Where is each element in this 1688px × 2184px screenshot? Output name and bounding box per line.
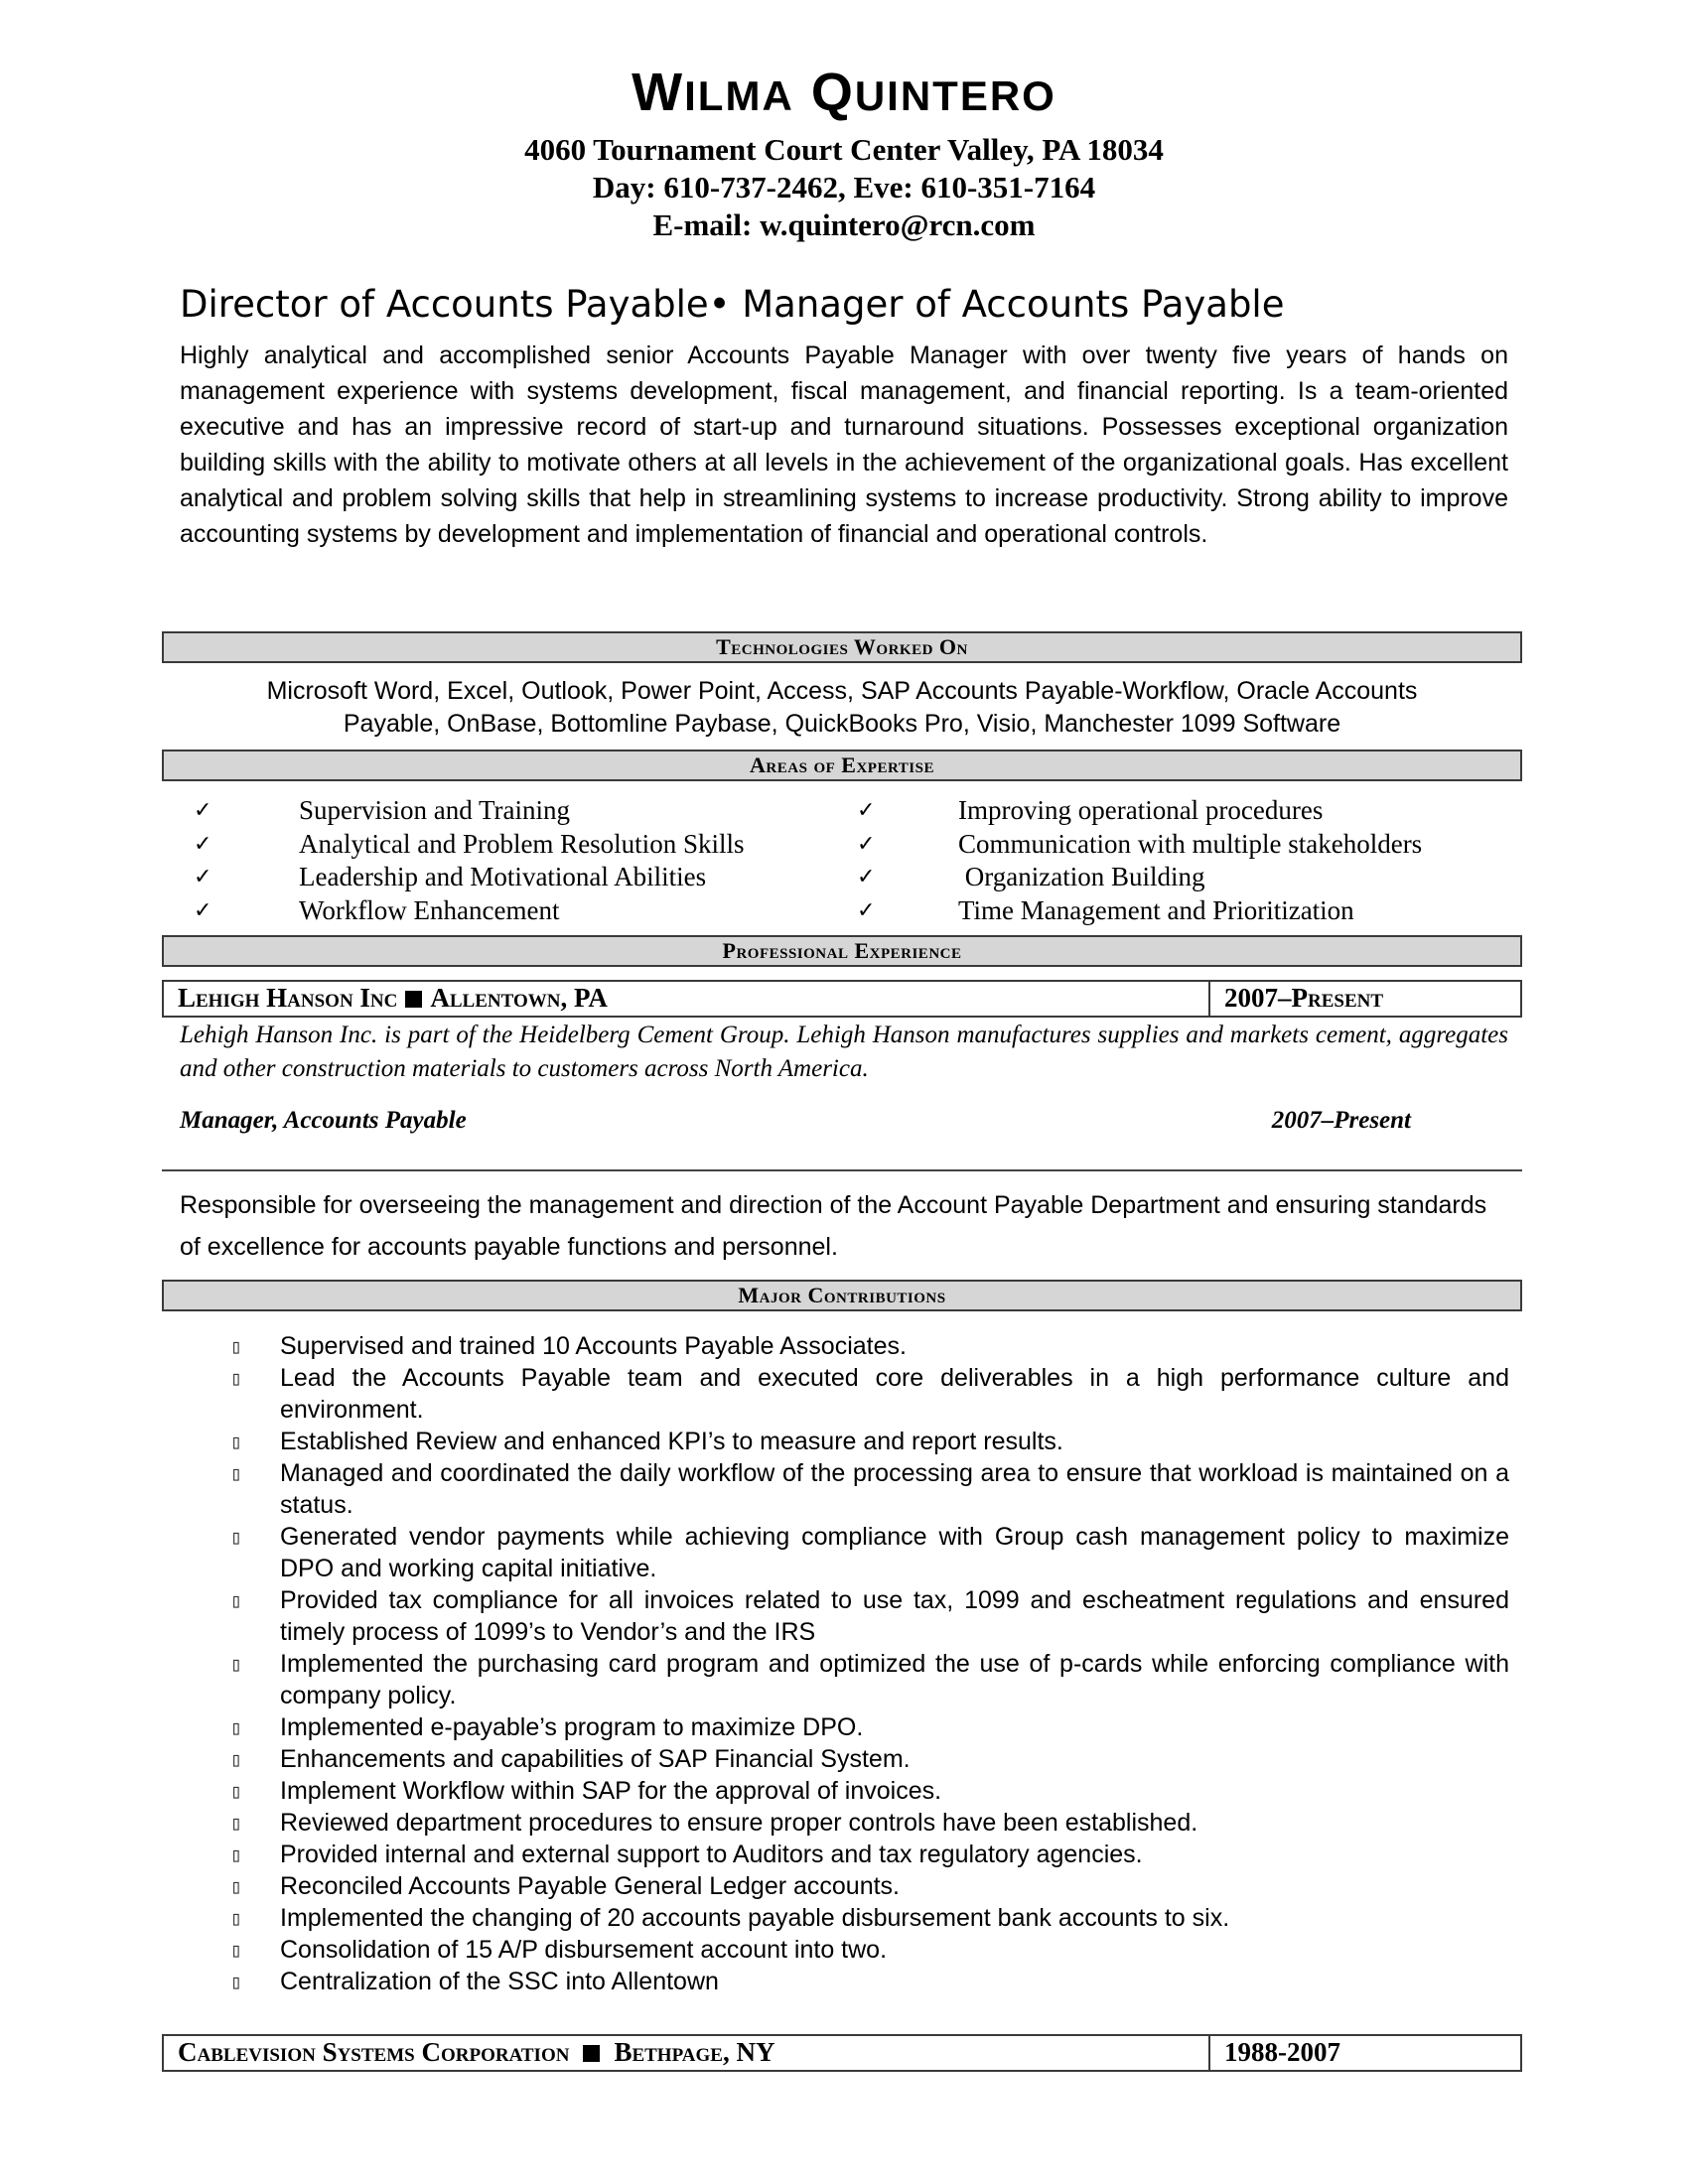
company-location: Bethpage, NY: [614, 2037, 775, 2067]
company-name-location: [178, 982, 608, 1015]
job-dates: 2007–Present: [1271, 1107, 1411, 1134]
technologies-line-1: Microsoft Word, Excel, Outlook, Power Point, Access, SAP Accounts Payable-Workflow, Oracle Accounts: [266, 677, 1418, 705]
bullet-icon: ▯: [230, 1779, 243, 1803]
job-responsibility: Responsible for overseeing the management and direction of the Account Payable Department and ensuring standards of excellence for accounts payable functions and personnel.: [180, 1191, 1487, 1261]
list-item: [218, 1648, 1509, 1711]
company-name-location: [178, 2036, 774, 2069]
checkmark-icon: ✓: [857, 865, 876, 889]
contribution-text: Implemented the purchasing card program and optimized the use of p-cards while enforcing compliance with company policy.: [280, 1650, 1509, 1709]
company-name: Lehigh Hanson Inc: [178, 983, 398, 1013]
expertise-item: Analytical and Problem Resolution Skills: [299, 828, 745, 859]
expertise-item: Time Management and Prioritization: [958, 894, 1354, 925]
list-item: [218, 1362, 1509, 1426]
section-header-expertise: [162, 750, 1522, 781]
list-item: [218, 1743, 1509, 1775]
contribution-text: Provided tax compliance for all invoices related to use tax, 1099 and escheatment regulations and ensured timely process of 1099’s to Vendor’s and the IRS: [280, 1586, 1509, 1646]
section-title: Technologies Worked On: [716, 634, 968, 659]
technologies-line-2: Payable, OnBase, Bottomline Paybase, QuickBooks Pro, Visio, Manchester 1099 Software: [343, 710, 1341, 738]
bullet-icon: ▯: [230, 1874, 243, 1898]
name-first-initial: W: [632, 63, 685, 122]
job-title-row: [180, 1104, 1411, 1138]
objective-title: Director of Accounts Payable• Manager of Accounts Payable: [180, 283, 1285, 326]
contribution-text: Implement Workflow within SAP for the approval of invoices.: [280, 1777, 942, 1805]
contribution-text: Established Review and enhanced KPI’s to measure and report results.: [280, 1428, 1063, 1455]
bullet-icon: ▯: [230, 1588, 243, 1612]
section-header-technologies: [162, 631, 1522, 663]
bullet-icon: ▯: [230, 1652, 243, 1676]
company-dates: 1988-2007: [1208, 2034, 1340, 2072]
list-item: [218, 1711, 1509, 1743]
bullet-icon: ▯: [230, 1366, 243, 1390]
professional-summary: Highly analytical and accomplished senior Accounts Payable Manager with over twenty five years of hands on management experience with systems development, fiscal management, and financial reporting. Is a team-oriented executive and has an impressive record of start-up and turnaround situations. Possesses exceptional organization building skills with the ability to motivate others at all levels in the achievement of the organizational goals. Has excellent analytical and problem solving skills that help in streamlining systems to increase productivity. Strong ability to improve accounting systems by development and implementation of financial and operational controls.: [180, 341, 1508, 548]
bullet-icon: ▯: [230, 1461, 243, 1485]
phone-numbers: Day: 610-737-2462, Eve: 610-351-7164: [592, 170, 1096, 205]
bullet-icon: ▯: [230, 1970, 243, 1993]
expertise-item: Communication with multiple stakeholders: [958, 828, 1423, 859]
bullet-icon: ▯: [230, 1334, 243, 1358]
checkmark-icon: ✓: [857, 897, 876, 923]
section-title: Professional Experience: [722, 938, 962, 963]
contribution-text: Reviewed department procedures to ensure proper controls have been established.: [280, 1809, 1198, 1837]
technologies-list: [162, 675, 1522, 741]
bullet-icon: ▯: [230, 1747, 243, 1771]
expertise-item: Leadership and Motivational Abilities: [299, 862, 707, 891]
checkmark-icon: ✓: [857, 831, 876, 857]
contribution-text: Centralization of the SSC into Allentown: [280, 1968, 719, 1995]
list-item: [218, 1521, 1509, 1584]
company-location: Allentown, PA: [430, 983, 608, 1013]
contribution-text: Consolidation of 15 A/P disbursement account into two.: [280, 1936, 888, 1964]
list-item: [218, 1457, 1509, 1521]
bullet-icon: ▯: [230, 1715, 243, 1739]
contribution-text: Reconciled Accounts Payable General Ledger accounts.: [280, 1872, 900, 1900]
list-item: [218, 1426, 1509, 1457]
name-last-rest: UINTERO: [854, 72, 1056, 119]
checkmark-icon: ✓: [194, 798, 212, 823]
section-header-contributions: [162, 1280, 1522, 1311]
contribution-text: Implemented e-payable’s program to maximize DPO.: [280, 1713, 864, 1741]
resume-header: [0, 58, 1688, 244]
list-item: [218, 1330, 1509, 1362]
expertise-grid: [162, 794, 1522, 927]
list-item: [218, 1839, 1509, 1870]
bullet-icon: ▯: [230, 1906, 243, 1930]
list-item: [218, 1934, 1509, 1966]
name-last-initial: Q: [810, 63, 855, 122]
company-name: Cablevision Systems Corporation: [178, 2037, 570, 2067]
checkmark-icon: ✓: [857, 798, 876, 823]
horizontal-divider: [162, 1169, 1522, 1171]
company-dates: 2007–Present: [1208, 980, 1383, 1018]
company-header-lehigh: [162, 980, 1522, 1018]
bullet-icon: ▯: [230, 1938, 243, 1962]
expertise-row: [162, 828, 1522, 862]
contribution-text: Implemented the changing of 20 accounts payable disbursement bank accounts to six.: [280, 1904, 1230, 1932]
candidate-name: [0, 58, 1688, 131]
expertise-row: [162, 861, 1522, 894]
expertise-item: Improving operational procedures: [958, 795, 1324, 825]
email: E-mail: w.quintero@rcn.com: [652, 207, 1036, 242]
bullet-icon: ▯: [230, 1843, 243, 1866]
contributions-list: [218, 1330, 1509, 1997]
contribution-text: Lead the Accounts Payable team and executed core deliverables in a high performance culture and environment.: [280, 1364, 1509, 1424]
bullet-icon: ▯: [230, 1430, 243, 1453]
square-bullet-icon: [583, 2045, 600, 2062]
company-header-cablevision: [162, 2034, 1522, 2072]
address: 4060 Tournament Court Center Valley, PA 18034: [524, 132, 1164, 167]
list-item: [218, 1584, 1509, 1648]
section-title: Major Contributions: [738, 1283, 946, 1307]
list-item: [218, 1807, 1509, 1839]
list-item: [218, 1902, 1509, 1934]
company-description: Lehigh Hanson Inc. is part of the Heidelberg Cement Group. Lehigh Hanson manufactures supplies and markets cement, aggregates and other construction materials to customers across North America.: [180, 1022, 1508, 1082]
list-item: [218, 1775, 1509, 1807]
section-header-experience: [162, 935, 1522, 967]
contribution-text: Managed and coordinated the daily workflow of the processing area to ensure that workload is maintained on a status.: [280, 1459, 1509, 1519]
expertise-item: Organization Building: [958, 862, 1205, 891]
section-title: Areas of Expertise: [750, 752, 934, 777]
checkmark-icon: ✓: [194, 831, 212, 857]
contribution-text: Provided internal and external support to Auditors and tax regulatory agencies.: [280, 1841, 1143, 1868]
contribution-text: Enhancements and capabilities of SAP Financial System.: [280, 1745, 911, 1773]
bullet-icon: ▯: [230, 1811, 243, 1835]
expertise-row: [162, 794, 1522, 828]
list-item: [218, 1870, 1509, 1902]
checkmark-icon: ✓: [194, 865, 212, 889]
job-title: Manager, Accounts Payable: [180, 1107, 467, 1134]
square-bullet-icon: [405, 991, 422, 1008]
bullet-icon: ▯: [230, 1525, 243, 1549]
expertise-item: Workflow Enhancement: [299, 894, 560, 925]
contribution-text: Supervised and trained 10 Accounts Payable Associates.: [280, 1332, 907, 1360]
name-first-rest: ILMA: [684, 72, 794, 119]
expertise-row: [162, 894, 1522, 928]
list-item: [218, 1966, 1509, 1997]
contribution-text: Generated vendor payments while achieving compliance with Group cash management policy to maximize DPO and working capital initiative.: [280, 1523, 1509, 1582]
expertise-item: Supervision and Training: [299, 795, 571, 825]
checkmark-icon: ✓: [194, 897, 212, 923]
